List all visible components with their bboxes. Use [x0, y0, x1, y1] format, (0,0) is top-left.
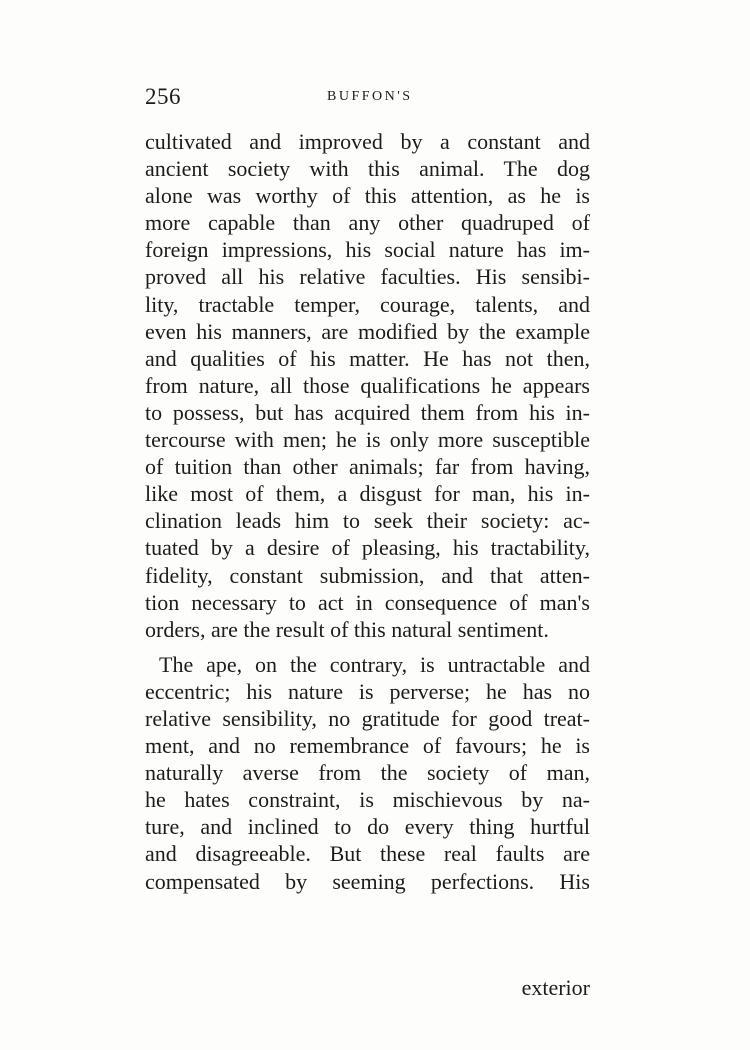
- text-line: orders, are the result of this natural sentiment.: [145, 616, 549, 642]
- text-line: more capable than any other quadruped of: [145, 210, 590, 236]
- paragraph-1: [145, 128, 590, 643]
- text-line: proved all his relative faculties. His sensibi-: [145, 264, 590, 290]
- text-line: tercourse with men; he is only more susceptible: [145, 427, 590, 453]
- text-line: cultivated and improved by a constant and: [145, 129, 590, 154]
- text-line: compensated by seeming perfections. His: [145, 868, 590, 894]
- text-line: he hates constraint, is mischievous by na-: [145, 787, 590, 813]
- text-line: of tuition than other animals; far from having,: [145, 454, 590, 480]
- paragraph-2: [145, 651, 590, 895]
- body-text: [145, 128, 590, 895]
- text-line: tuated by a desire of pleasing, his tractability,: [145, 535, 590, 561]
- text-line: foreign impressions, his social nature has im-: [145, 237, 590, 263]
- text-line: tion necessary to act in consequence of man's: [145, 589, 590, 615]
- running-head: BUFFON'S: [327, 89, 413, 104]
- text-line: clination leads him to seek their society: ac-: [145, 508, 590, 534]
- catchword: exterior: [521, 975, 590, 1000]
- text-line: even his manners, are modified by the example: [145, 318, 590, 344]
- text-line: naturally averse from the society of man,: [145, 760, 590, 786]
- text-line: and disagreeable. But these real faults are: [145, 841, 590, 867]
- text-line: fidelity, constant submission, and that atten-: [145, 562, 590, 588]
- text-line: alone was worthy of this attention, as he is: [145, 183, 590, 209]
- text-line: The ape, on the contrary, is untractable and: [159, 651, 590, 677]
- page-number: 256: [145, 84, 181, 109]
- text-line: eccentric; his nature is perverse; he has no: [145, 678, 590, 704]
- text-line: ture, and inclined to do every thing hurtful: [145, 814, 590, 840]
- text-line: ment, and no remembrance of favours; he is: [145, 733, 590, 759]
- text-line: relative sensibility, no gratitude for good treat-: [145, 705, 590, 731]
- text-line: like most of them, a disgust for man, his in-: [145, 481, 590, 507]
- page-header: [145, 84, 590, 114]
- text-line: ancient society with this animal. The dog: [145, 156, 590, 182]
- text-line: and qualities of his matter. He has not then,: [145, 345, 590, 371]
- text-line: to possess, but has acquired them from his in-: [145, 399, 590, 425]
- text-line: lity, tractable temper, courage, talents, and: [145, 291, 590, 317]
- text-line: from nature, all those qualifications he appears: [145, 372, 590, 398]
- paragraph-gap: [145, 643, 590, 651]
